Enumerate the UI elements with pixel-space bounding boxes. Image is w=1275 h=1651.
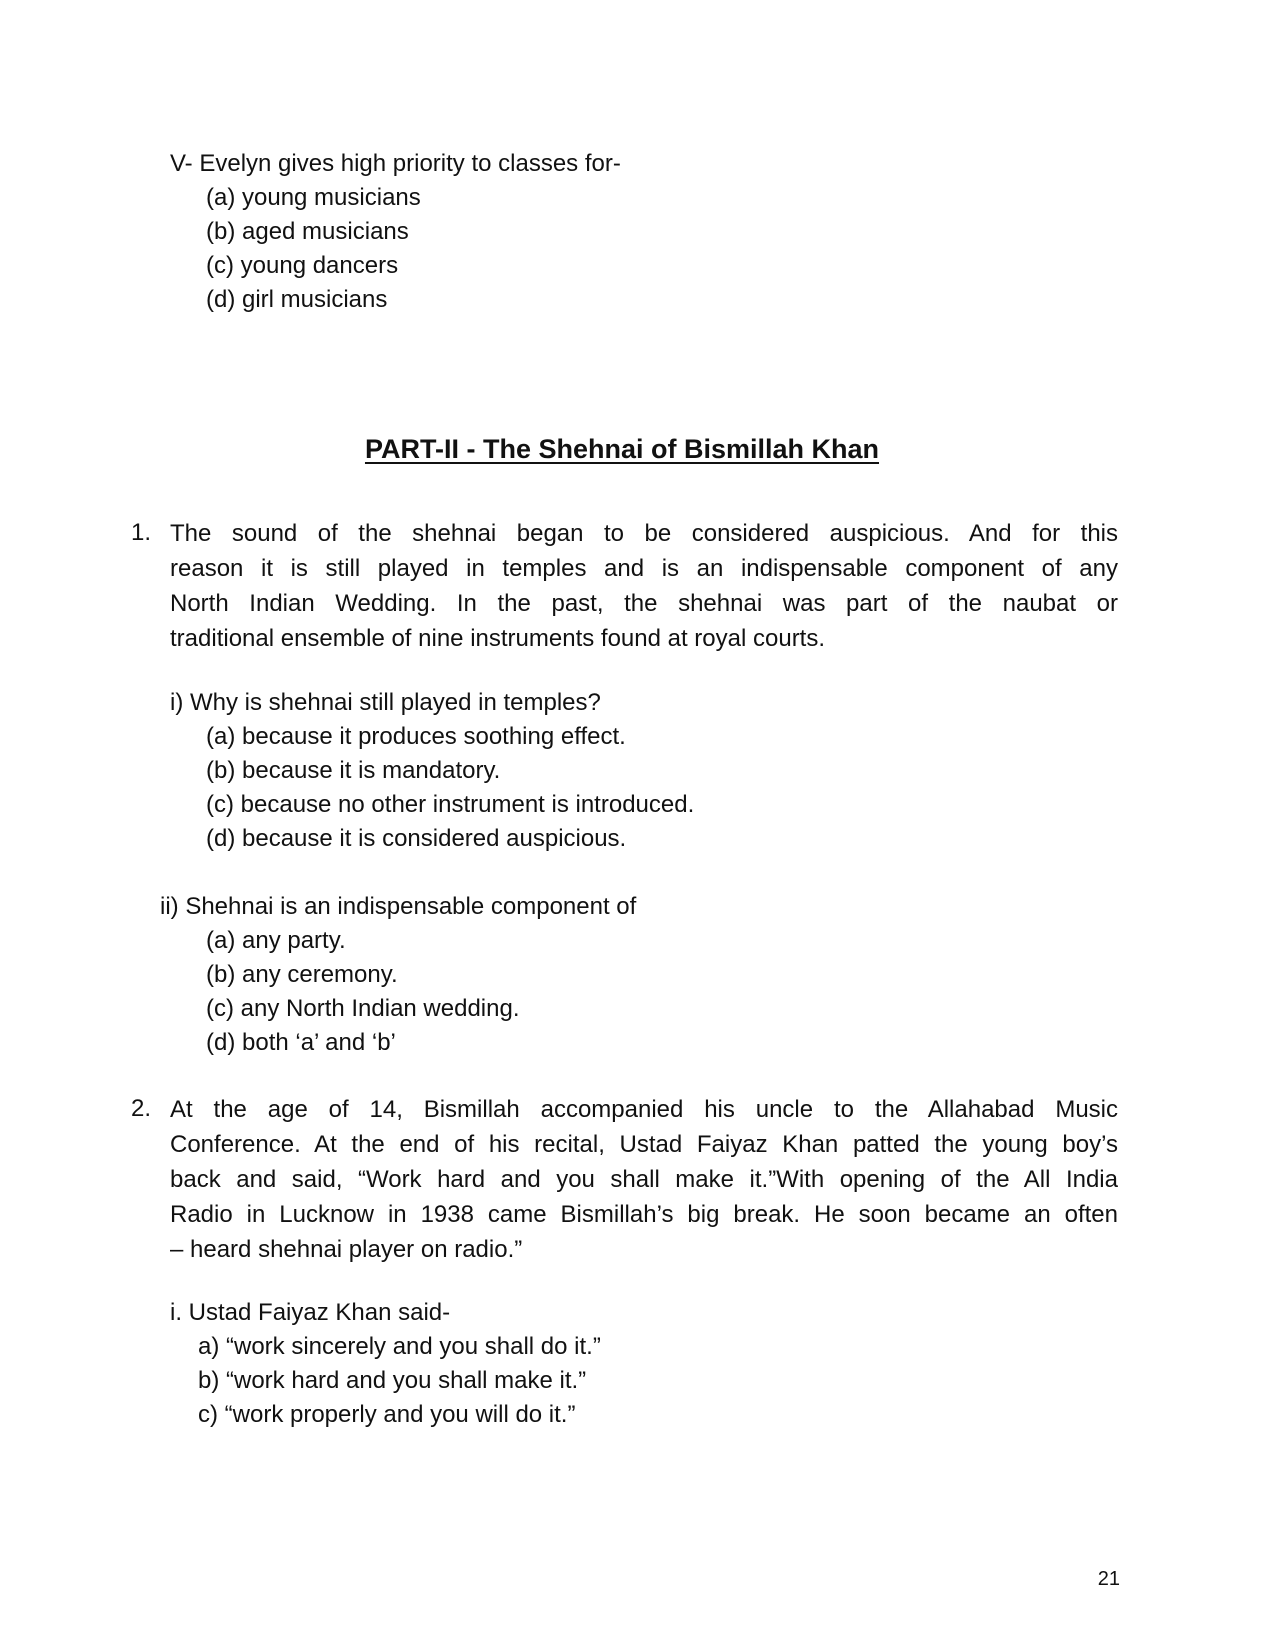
item-2-question-i-stem: i. Ustad Faiyaz Khan said- xyxy=(170,1299,451,1326)
question-v-stem: V- Evelyn gives high priority to classes for- xyxy=(170,150,621,177)
item-1-question-ii-option-c: (c) any North Indian wedding. xyxy=(206,995,520,1022)
item-2-passage-line: back and said, “Work hard and you shall make it.”With opening of the All India xyxy=(170,1166,1118,1193)
item-2-number: 2. xyxy=(131,1095,152,1122)
item-1-passage-line: traditional ensemble of nine instruments found at royal courts. xyxy=(170,625,826,652)
question-v-option-c: (c) young dancers xyxy=(206,252,399,279)
item-1-question-i-option-d: (d) because it is considered auspicious. xyxy=(206,825,627,852)
item-1-question-i-option-b: (b) because it is mandatory. xyxy=(206,757,501,784)
item-1-question-ii-option-a: (a) any party. xyxy=(206,927,346,954)
question-v-option-d: (d) girl musicians xyxy=(206,286,388,313)
item-1-passage-line: reason it is still played in temples and is an indispensable component of any xyxy=(170,555,1118,582)
item-2-passage-line: Radio in Lucknow in 1938 came Bismillah’s big break. He soon became an often xyxy=(170,1201,1118,1228)
item-1-question-ii-option-b: (b) any ceremony. xyxy=(206,961,398,988)
item-1-question-i-option-c: (c) because no other instrument is introduced. xyxy=(206,791,695,818)
question-v-option-a: (a) young musicians xyxy=(206,184,421,211)
item-1-question-i-option-a: (a) because it produces soothing effect. xyxy=(206,723,626,750)
item-2-question-i-option-b: b) “work hard and you shall make it.” xyxy=(198,1367,587,1394)
item-2-passage xyxy=(170,1092,1118,1267)
part-title: PART-II - The Shehnai of Bismillah Khan xyxy=(364,434,880,464)
item-1-passage-line: North Indian Wedding. In the past, the shehnai was part of the naubat or xyxy=(170,590,1118,617)
item-2-question-i-option-a: a) “work sincerely and you shall do it.” xyxy=(198,1333,601,1360)
question-v-option-b: (b) aged musicians xyxy=(206,218,409,245)
page-number: 21 xyxy=(1097,1568,1120,1590)
item-1-passage xyxy=(170,516,1118,656)
item-2-question-i-option-c: c) “work properly and you will do it.” xyxy=(198,1401,576,1428)
item-1-number: 1. xyxy=(131,519,152,546)
item-1-question-ii-option-d: (d) both ‘a’ and ‘b’ xyxy=(206,1029,396,1056)
item-2-passage-line: At the age of 14, Bismillah accompanied his uncle to the Allahabad Music xyxy=(170,1096,1118,1123)
item-2-passage-line: – heard shehnai player on radio.” xyxy=(170,1236,523,1263)
item-2-passage-line: Conference. At the end of his recital, Ustad Faiyaz Khan patted the young boy’s xyxy=(170,1131,1118,1158)
item-1-question-ii-stem: ii) Shehnai is an indispensable component of xyxy=(160,893,637,920)
item-1-question-i-stem: i) Why is shehnai still played in temples? xyxy=(170,689,601,716)
item-1-passage-line: The sound of the shehnai began to be considered auspicious. And for this xyxy=(170,520,1118,547)
